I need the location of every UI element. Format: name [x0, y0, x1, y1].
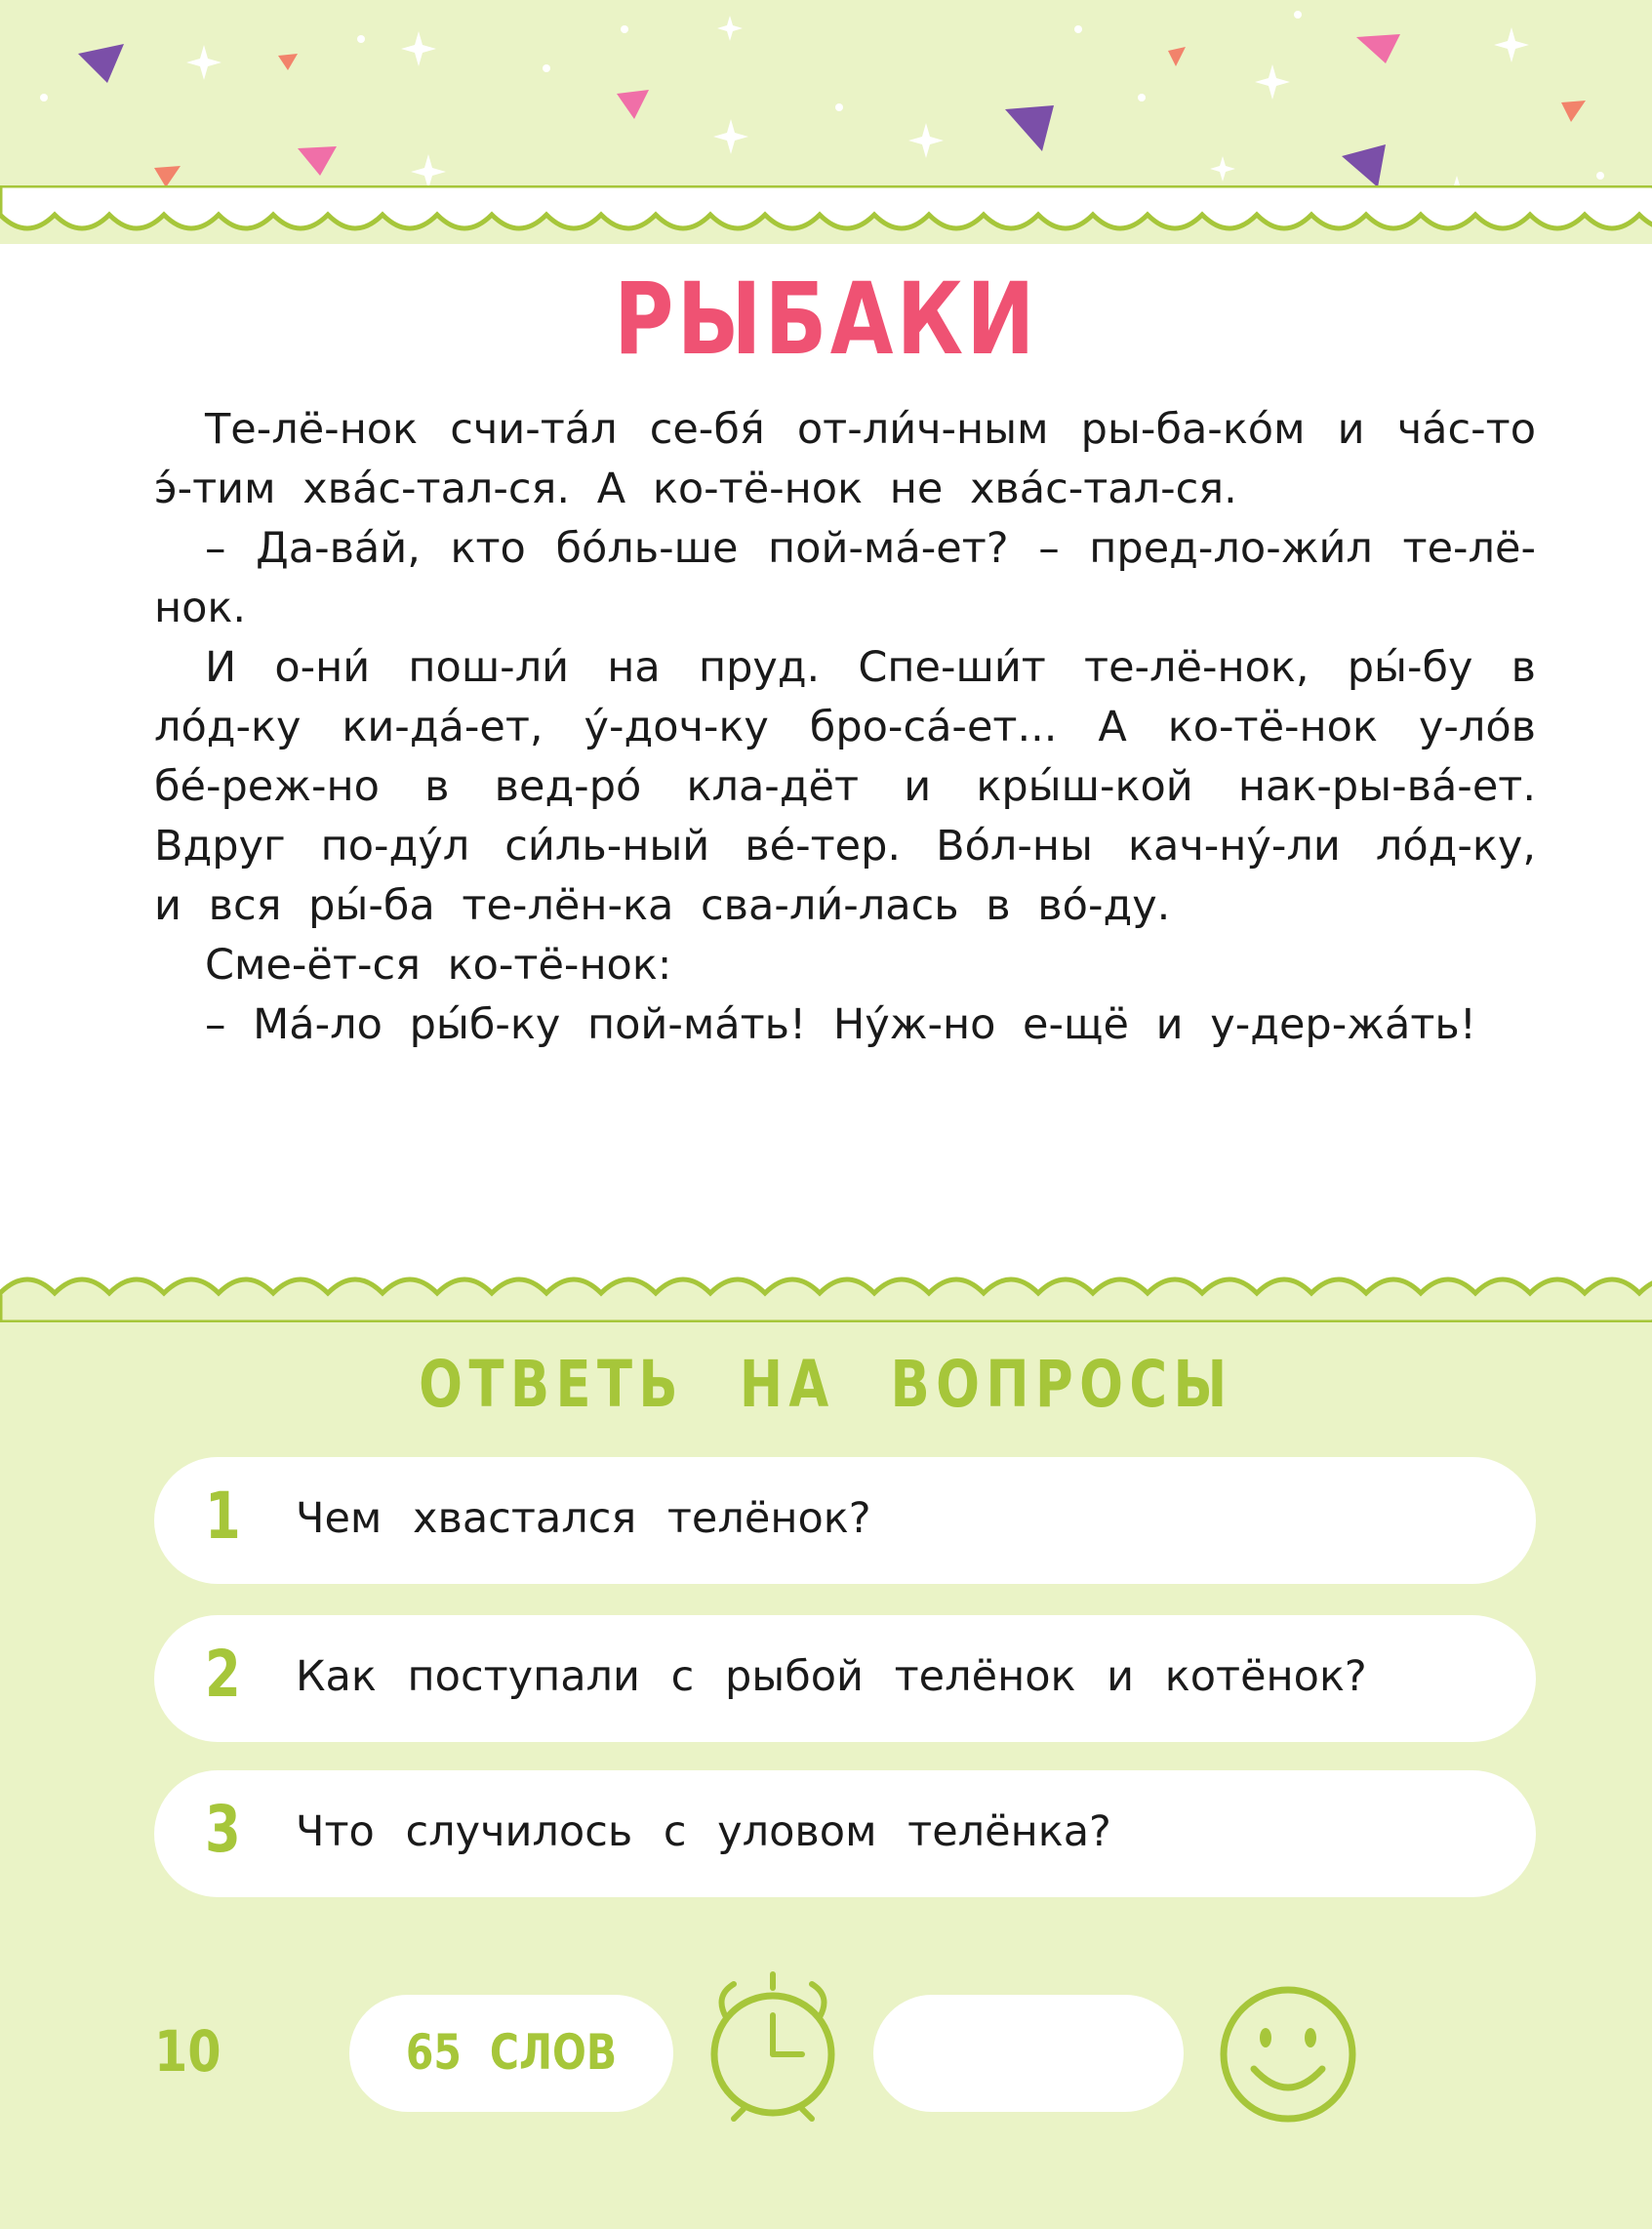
story-title: РЫБАКИ	[614, 262, 1038, 378]
story-paragraph: Те-лё-нок счи-та́л се-бя́ от-ли́ч-ным ры-ба-ко́м и ча́с-то э́-тим хва́с-тал-ся. А ко-тё-нок не хва́с-тал-ся.	[154, 405, 1536, 513]
story-paragraph: – Да-ва́й, кто бо́ль-ше пой-ма́-ет? – пред-ло-жи́л те-лё-нок.	[154, 524, 1536, 632]
question-text: Что случилось с уловом телёнка?	[296, 1807, 1111, 1856]
story-text	[154, 400, 1536, 1055]
smiley-face-icon	[1215, 1981, 1361, 2128]
question-number: 3	[205, 1792, 241, 1867]
bottom-scallop-edge	[0, 1264, 1652, 1322]
word-count-badge	[349, 1995, 673, 2112]
question-text: Как поступали с рыбой телёнок и котёнок?	[296, 1652, 1367, 1701]
question-row-1	[154, 1457, 1536, 1584]
top-scallop-edge	[0, 185, 1652, 244]
question-number: 1	[205, 1479, 241, 1554]
page-number: 10	[154, 2018, 222, 2085]
story-paragraph: И о-ни́ пош-ли́ на пруд. Спе-ши́т те-лё-нок, ры́-бу в ло́д-ку ки-да́-ет, у́-доч-ку бро-са́-ет... А ко-тё-нок у-ло́в бе́-реж-но в вед-ро́ кла-дёт и кры́ш-кой нак-ры-ва́-ет. Вдруг по-ду́л си́ль-ный ве́-тер. Во́л-ны кач-ну́-ли ло́д-ку, и вся ры́-ба те-лён-ка сва-ли́-лась в во́-ду.	[154, 643, 1536, 930]
story-paragraph: Сме-ёт-ся ко-тё-нок:	[205, 941, 672, 990]
reading-time-field[interactable]	[873, 1995, 1184, 2112]
alarm-clock-icon	[705, 1966, 841, 2123]
questions-heading: ОТВЕТЬ НА ВОПРОСЫ	[419, 1347, 1233, 1422]
word-count-label: 65 СЛОВ	[405, 2024, 618, 2081]
question-row-2	[154, 1615, 1536, 1742]
question-text: Чем хвастался телёнок?	[296, 1494, 871, 1543]
question-row-3	[154, 1770, 1536, 1897]
question-number: 2	[205, 1637, 241, 1712]
story-paragraph: – Ма́-ло ры́б-ку пой-ма́ть! Ну́ж-но е-щё и у-дер-жа́ть!	[205, 1000, 1476, 1049]
